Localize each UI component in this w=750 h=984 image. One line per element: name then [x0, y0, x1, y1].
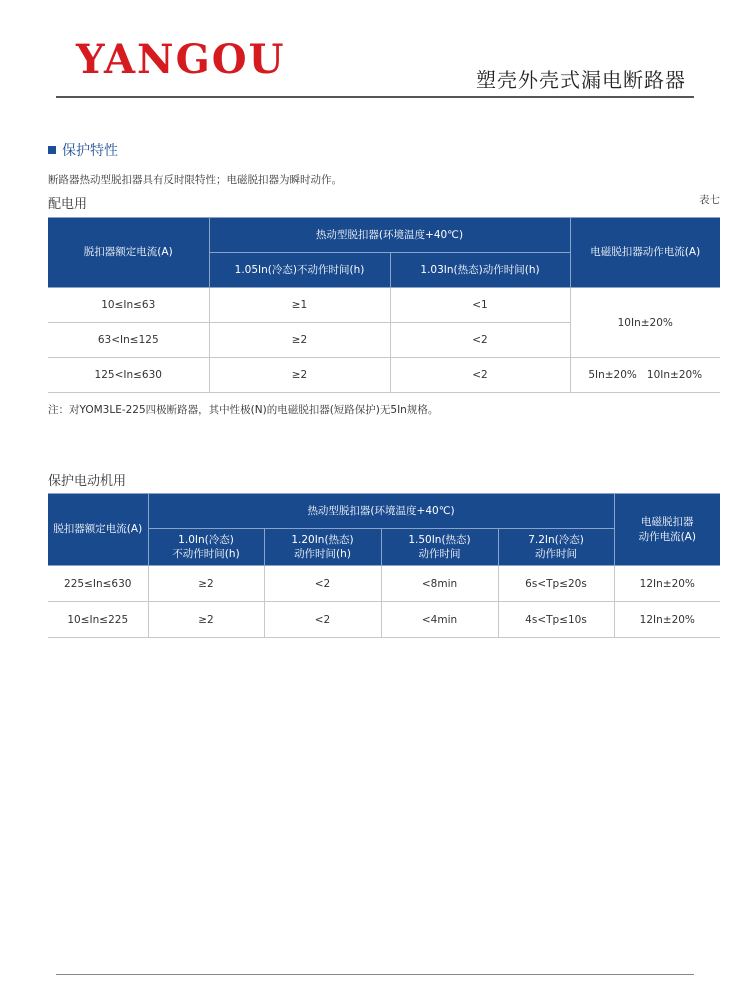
cell-rated: 63<In≤125	[48, 323, 209, 358]
header-c3-line2: 动作时间	[418, 548, 461, 560]
cell-thermal-cold: ≥1	[209, 288, 390, 323]
cell-c3: <8min	[381, 566, 498, 602]
cell-thermal-hot: <2	[390, 323, 570, 358]
header-thermal-release: 热动型脱扣器(环境温度+40℃)	[148, 494, 614, 529]
table-row	[48, 602, 720, 638]
motor-protection-table	[48, 493, 720, 638]
footer-divider	[56, 974, 694, 975]
header-c2	[264, 529, 381, 566]
cell-magnetic: 12In±20%	[614, 566, 720, 602]
cell-thermal-hot: <2	[390, 358, 570, 393]
square-bullet-icon	[48, 146, 56, 154]
cell-thermal-cold: ≥2	[209, 358, 390, 393]
cell-c1: ≥2	[148, 566, 264, 602]
cell-magnetic: 10In±20%	[570, 288, 720, 358]
table-number: 表七	[699, 194, 720, 206]
header-c2-line1: 1.20In(热态)	[291, 533, 354, 546]
table1-subtitle: 配电用	[48, 197, 88, 212]
cell-magnetic: 12In±20%	[614, 602, 720, 638]
table-row	[48, 566, 720, 602]
header-c4	[498, 529, 614, 566]
document-title: 塑壳外壳式漏电断路器	[476, 68, 686, 92]
header-c1-line2: 不动作时间(h)	[172, 548, 240, 560]
cell-magnetic: 5In±20% 10In±20%	[570, 358, 720, 393]
section-title: 保护特性	[62, 143, 118, 159]
cell-rated: 10≤In≤63	[48, 288, 209, 323]
header-rated-current: 脱扣器额定电流(A)	[48, 218, 209, 288]
cell-c4: 4s<Tp≤10s	[498, 602, 614, 638]
cell-c3: <4min	[381, 602, 498, 638]
header-magnetic-release	[614, 494, 720, 566]
header-c4-line2: 动作时间	[535, 548, 578, 560]
header-c4-line1: 7.2In(冷态)	[528, 533, 584, 546]
header-c1-line1: 1.0In(冷态)	[178, 533, 234, 546]
header-divider	[56, 96, 694, 98]
header-thermal-hot: 1.03In(热态)动作时间(h)	[390, 253, 570, 288]
table2-subtitle: 保护电动机用	[48, 474, 127, 489]
cell-rated: 125<In≤630	[48, 358, 209, 393]
cell-thermal-cold: ≥2	[209, 323, 390, 358]
cell-rated: 225≤In≤630	[48, 566, 148, 602]
intro-text: 断路器热动型脱扣器具有反时限特性；电磁脱扣器为瞬时动作。	[48, 174, 342, 186]
header-c1	[148, 529, 264, 566]
table1-note: 注：对YOM3LE-225四极断路器，其中性极(N)的电磁脱扣器(短路保护)无5In规格。	[48, 404, 439, 416]
cell-c2: <2	[264, 602, 381, 638]
header-c2-line2: 动作时间(h)	[294, 548, 351, 560]
cell-thermal-hot: <1	[390, 288, 570, 323]
header-rated-current: 脱扣器额定电流(A)	[48, 494, 148, 566]
cell-c2: <2	[264, 566, 381, 602]
header-thermal-cold: 1.05In(冷态)不动作时间(h)	[209, 253, 390, 288]
table-row	[48, 288, 720, 323]
cell-rated: 10≤In≤225	[48, 602, 148, 638]
header-c3	[381, 529, 498, 566]
section-heading	[48, 140, 118, 160]
header-magnetic-line2: 动作电流(A)	[638, 530, 696, 543]
header-magnetic-line1: 电磁脱扣器	[641, 516, 694, 529]
cell-c1: ≥2	[148, 602, 264, 638]
cell-c4: 6s<Tp≤20s	[498, 566, 614, 602]
table-row	[48, 358, 720, 393]
brand-logo: YANGOU	[76, 36, 286, 83]
distribution-protection-table	[48, 217, 720, 393]
header-magnetic-release: 电磁脱扣器动作电流(A)	[570, 218, 720, 288]
header-thermal-release: 热动型脱扣器(环境温度+40℃)	[209, 218, 570, 253]
header-c3-line1: 1.50In(热态)	[408, 533, 471, 546]
